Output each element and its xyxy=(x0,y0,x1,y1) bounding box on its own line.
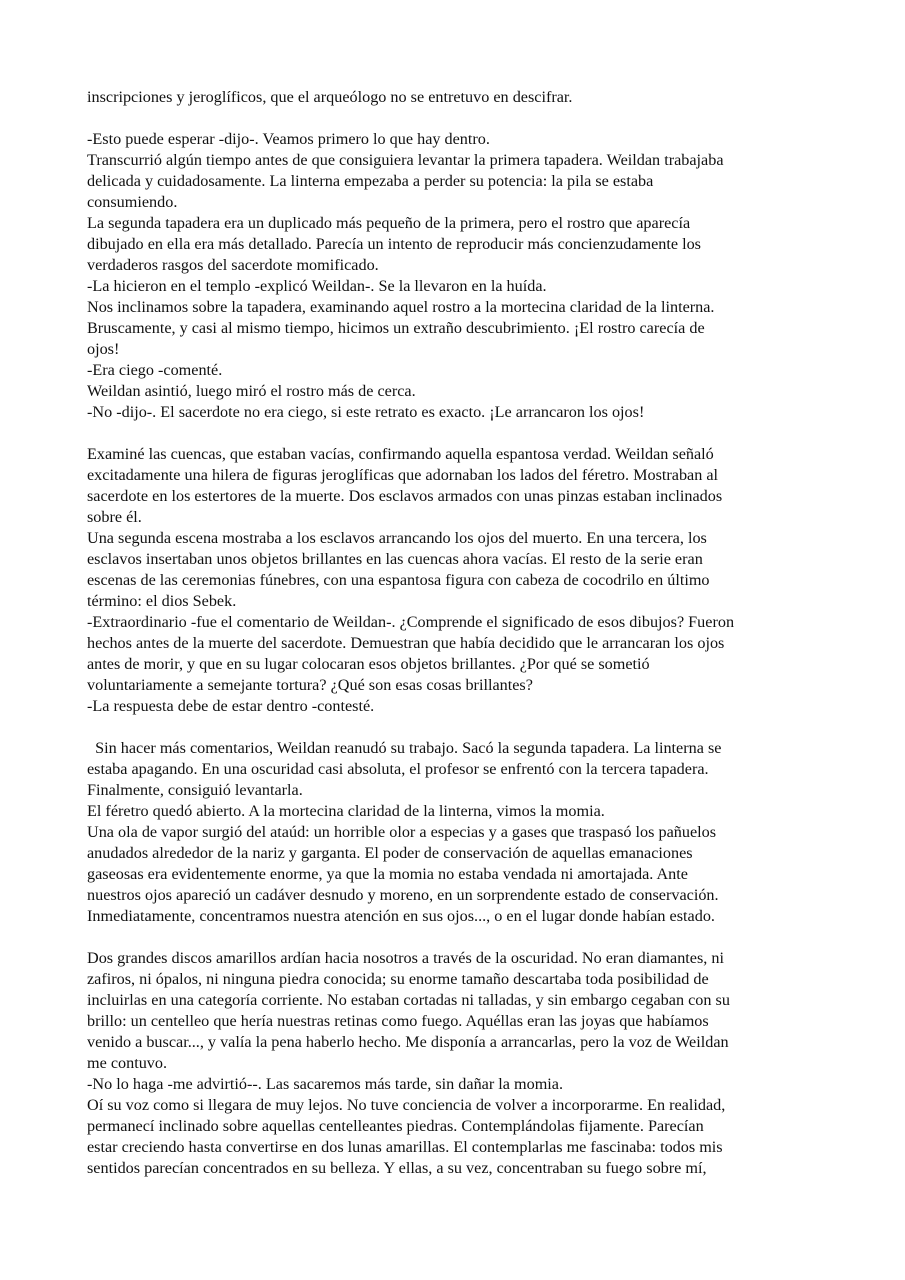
paragraph-gap xyxy=(87,717,822,738)
text-line: estaba apagando. En una oscuridad casi absoluta, el profesor se enfrentó con la tercera tapadera. xyxy=(87,760,709,778)
text-line: voluntariamente a semejante tortura? ¿Qué son esas cosas brillantes? xyxy=(87,676,533,694)
text-line: Weildan asintió, luego miró el rostro más de cerca. xyxy=(87,382,416,400)
text-line: dibujado en ella era más detallado. Parecía un intento de reproducir más concienzudamente los xyxy=(87,235,701,253)
paragraph-gap xyxy=(87,108,822,129)
text-line: -Extraordinario -fue el comentario de Weildan-. ¿Comprende el significado de esos dibujos? Fueron xyxy=(87,613,735,631)
text-line: Una segunda escena mostraba a los esclavos arrancando los ojos del muerto. En una tercera, los xyxy=(87,529,707,547)
text-line: sobre él. xyxy=(87,508,142,526)
paragraph-gap xyxy=(87,927,822,948)
text-line: excitadamente una hilera de figuras jeroglíficas que adornaban los lados del féretro. Mostraban al xyxy=(87,466,719,484)
text-line: Transcurrió algún tiempo antes de que consiguiera levantar la primera tapadera. Weildan trabajaba xyxy=(87,151,724,169)
text-line: incluirlas en una categoría corriente. No estaban cortadas ni talladas, y sin embargo cegaban con su xyxy=(87,991,730,1009)
text-line: Inmediatamente, concentramos nuestra atención en sus ojos..., o en el lugar donde habían estado. xyxy=(87,907,715,925)
text-line: Bruscamente, y casi al mismo tiempo, hicimos un extraño descubrimiento. ¡El rostro carecía de xyxy=(87,319,705,337)
text-line: venido a buscar..., y valía la pena haberlo hecho. Me disponía a arrancarlas, pero la voz de Weildan xyxy=(87,1033,729,1051)
text-line: antes de morir, y que en su lugar colocaran esos objetos brillantes. ¿Por qué se sometió xyxy=(87,655,650,673)
text-line: -La respuesta debe de estar dentro -contesté. xyxy=(87,697,375,715)
text-line: La segunda tapadera era un duplicado más pequeño de la primera, pero el rostro que aparecía xyxy=(87,214,691,232)
text-line: zafiros, ni ópalos, ni ninguna piedra conocida; su enorme tamaño descartaba toda posibilidad de xyxy=(87,970,709,988)
text-line: me contuvo. xyxy=(87,1054,168,1072)
text-line: anudados alrededor de la nariz y garganta. El poder de conservación de aquellas emanaciones xyxy=(87,844,693,862)
text-line: escenas de las ceremonias fúnebres, con una espantosa figura con cabeza de cocodrilo en último xyxy=(87,571,710,589)
text-line: Dos grandes discos amarillos ardían hacia nosotros a través de la oscuridad. No eran diamantes, ni xyxy=(87,949,724,967)
text-block xyxy=(87,87,822,108)
text-line: término: el dios Sebek. xyxy=(87,592,237,610)
text-line: gaseosas era evidentemente enorme, ya que la momia no estaba vendada ni amortajada. Ante xyxy=(87,865,688,883)
document-page xyxy=(87,87,822,1179)
text-line: consumiendo. xyxy=(87,193,178,211)
text-line: ojos! xyxy=(87,340,120,358)
text-line: nuestros ojos apareció un cadáver desnudo y moreno, en un sorprendente estado de conservación. xyxy=(87,886,719,904)
text-line: Examiné las cuencas, que estaban vacías, confirmando aquella espantosa verdad. Weildan señaló xyxy=(87,445,714,463)
text-line: estar creciendo hasta convertirse en dos lunas amarillas. El contemplarlas me fascinaba: todos mis xyxy=(87,1138,723,1156)
text-block xyxy=(87,444,822,717)
text-line: -La hicieron en el templo -explicó Weildan-. Se la llevaron en la huída. xyxy=(87,277,547,295)
text-block xyxy=(87,948,822,1179)
paragraph-gap xyxy=(87,423,822,444)
text-line: Una ola de vapor surgió del ataúd: un horrible olor a especias y a gases que traspasó los pañuelos xyxy=(87,823,717,841)
text-line: brillo: un centelleo que hería nuestras retinas como fuego. Aquéllas eran las joyas que habíamos xyxy=(87,1012,709,1030)
text-line: sacerdote en los estertores de la muerte. Dos esclavos armados con unas pinzas estaban inclinados xyxy=(87,487,723,505)
text-line: hechos antes de la muerte del sacerdote. Demuestran que había decidido que le arrancaran los ojos xyxy=(87,634,725,652)
text-line: Oí su voz como si llegara de muy lejos. No tuve conciencia de volver a incorporarme. En realidad, xyxy=(87,1096,726,1114)
text-line: esclavos insertaban unos objetos brillantes en las cuencas ahora vacías. El resto de la serie eran xyxy=(87,550,703,568)
text-line: permanecí inclinado sobre aquellas centelleantes piedras. Contemplándolas fijamente. Parecían xyxy=(87,1117,704,1135)
text-line: -Era ciego -comenté. xyxy=(87,361,223,379)
text-line: -No -dijo-. El sacerdote no era ciego, si este retrato es exacto. ¡Le arrancaron los ojos! xyxy=(87,403,645,421)
text-line: delicada y cuidadosamente. La linterna empezaba a perder su potencia: la pila se estaba xyxy=(87,172,654,190)
text-line: Nos inclinamos sobre la tapadera, examinando aquel rostro a la mortecina claridad de la linterna. xyxy=(87,298,715,316)
text-line: sentidos parecían concentrados en su belleza. Y ellas, a su vez, concentraban su fuego sobre mí, xyxy=(87,1159,707,1177)
text-line: -No lo haga -me advirtió--. Las sacaremos más tarde, sin dañar la momia. xyxy=(87,1075,564,1093)
text-line: Finalmente, consiguió levantarla. xyxy=(87,781,303,799)
text-line: Sin hacer más comentarios, Weildan reanudó su trabajo. Sacó la segunda tapadera. La linterna se xyxy=(87,739,722,757)
text-line: verdaderos rasgos del sacerdote momificado. xyxy=(87,256,379,274)
text-line: El féretro quedó abierto. A la mortecina claridad de la linterna, vimos la momia. xyxy=(87,802,605,820)
text-block xyxy=(87,129,822,423)
text-line: inscripciones y jeroglíficos, que el arqueólogo no se entretuvo en descifrar. xyxy=(87,88,573,106)
text-line: -Esto puede esperar -dijo-. Veamos primero lo que hay dentro. xyxy=(87,130,490,148)
text-block xyxy=(87,738,822,927)
